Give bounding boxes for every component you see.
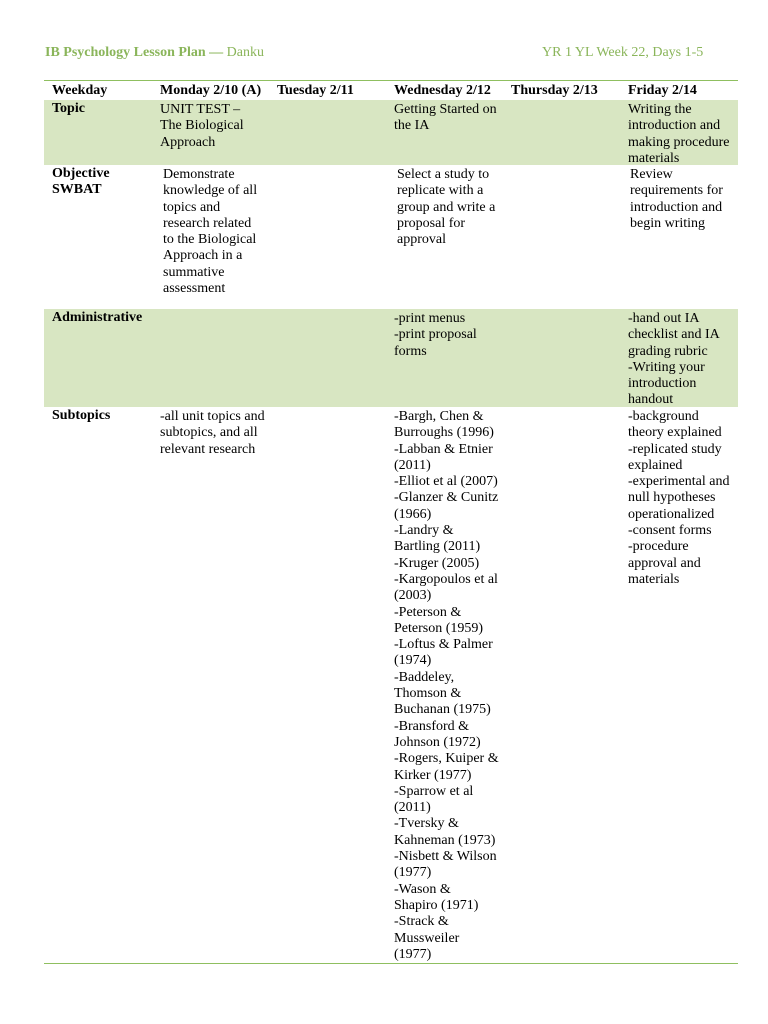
cell-text-line: Demonstrate (163, 167, 235, 182)
cell-text-line: Topic (52, 101, 85, 116)
column-header: Monday 2/10 (A) (160, 83, 262, 98)
cell-text-line: introduction (628, 376, 697, 392)
cell-text-line: -Strack & (394, 914, 449, 930)
cell-text-line: subtopics, and all (160, 425, 258, 441)
cell-text-line: requirements for (630, 183, 723, 199)
cell-text-line: -print proposal (394, 327, 477, 343)
cell-text-line: materials (628, 150, 680, 166)
cell-text-line: -Rogers, Kuiper & (394, 751, 499, 767)
table-row (44, 309, 738, 407)
cell-text-line: explained (628, 457, 683, 473)
cell-text-line: Select a study to (397, 167, 490, 182)
friday-cell (628, 102, 736, 167)
cell-text-line: -all unit topics and (160, 409, 265, 424)
cell-text-line: -print menus (394, 311, 466, 326)
cell-text-line: introduction and (628, 118, 721, 134)
cell-text-line: the IA (394, 118, 430, 134)
cell-text-line: -hand out IA (628, 311, 700, 326)
cell-text-line: -Loftus & Palmer (394, 637, 493, 653)
column-header: Thursday 2/13 (511, 83, 598, 98)
row-label-cell (52, 166, 152, 199)
cell-text-line: Burroughs (1996) (394, 425, 494, 441)
cell-text-line: Peterson (1959) (394, 620, 484, 636)
table-bottom-rule (44, 963, 738, 964)
cell-text-line: -Wason & (394, 881, 451, 897)
cell-text-line: Approach (160, 134, 216, 150)
monday-cell (160, 409, 272, 458)
cell-text-line: making procedure (628, 134, 730, 150)
table-row (44, 165, 738, 309)
cell-text-line: Kirker (1977) (394, 767, 472, 783)
cell-text-line: handout (628, 392, 674, 408)
wednesday-cell (397, 167, 509, 248)
cell-text-line: (1966) (394, 506, 432, 522)
cell-text-line: assessment (163, 281, 226, 297)
table-row (44, 407, 738, 962)
cell-text-line: Approach in a (163, 248, 243, 264)
cell-text-line: to the Biological (163, 232, 257, 248)
row-label-cell (52, 101, 152, 117)
cell-text-line: UNIT TEST – (160, 102, 241, 117)
cell-text-line: Buchanan (1975) (394, 702, 491, 718)
cell-text-line: replicate with a (397, 183, 484, 199)
cell-text-line: Bartling (2011) (394, 539, 481, 555)
lesson-plan-table (44, 80, 738, 962)
cell-text-line: -Bransford & (394, 718, 470, 734)
cell-text-line: -Tversky & (394, 816, 459, 832)
cell-text-line: Kahneman (1973) (394, 832, 496, 848)
cell-text-line: Administrative (52, 310, 143, 325)
wednesday-cell (394, 311, 506, 360)
cell-text-line: introduction and (630, 199, 723, 215)
cell-text-line: Shapiro (1971) (394, 897, 479, 913)
table-row (44, 100, 738, 165)
cell-text-line: begin writing (630, 215, 706, 231)
cell-text-line: -Kargopoulos et al (394, 571, 498, 587)
friday-cell (628, 311, 736, 409)
cell-text-line: (2003) (394, 588, 432, 604)
cell-text-line: -Landry & (394, 523, 454, 539)
cell-text-line: -Writing your (628, 359, 705, 375)
cell-text-line: (1974) (394, 653, 432, 669)
teacher-name: Danku (226, 45, 264, 60)
column-header: Tuesday 2/11 (277, 83, 354, 98)
cell-text-line: approval (397, 232, 446, 248)
cell-text-line: -Nisbett & Wilson (394, 849, 497, 865)
cell-text-line: (2011) (394, 457, 431, 473)
cell-text-line: grading rubric (628, 343, 708, 359)
column-header: Weekday (52, 83, 108, 98)
cell-text-line: approval and (628, 555, 701, 571)
friday-cell (630, 167, 738, 232)
table-header-row (44, 82, 738, 100)
cell-text-line: topics and (163, 199, 221, 215)
row-label-cell (52, 310, 152, 326)
cell-text-line: theory explained (628, 425, 722, 441)
cell-text-line: -Bargh, Chen & (394, 409, 484, 424)
cell-text-line: -experimental and (628, 474, 730, 490)
cell-text-line: Thomson & (394, 686, 462, 702)
cell-text-line: checklist and IA (628, 327, 720, 343)
column-header: Wednesday 2/12 (394, 83, 491, 98)
cell-text-line: -consent forms (628, 523, 712, 539)
cell-text-line: The Biological (160, 118, 244, 134)
cell-text-line: Subtopics (52, 408, 111, 423)
cell-text-line: relevant research (160, 441, 256, 457)
week-info: YR 1 YL Week 22, Days 1-5 (542, 45, 704, 60)
cell-text-line: (2011) (394, 800, 431, 816)
cell-text-line: group and write a (397, 199, 496, 215)
cell-text-line: forms (394, 343, 427, 359)
cell-text-line: research related (163, 215, 252, 231)
wednesday-cell (394, 102, 506, 135)
cell-text-line: Writing the (628, 102, 692, 117)
cell-text-line: Mussweiler (394, 930, 460, 946)
table-top-rule (44, 80, 738, 81)
cell-text-line: -Sparrow et al (394, 783, 474, 799)
cell-text-line: -Elliot et al (2007) (394, 474, 498, 490)
cell-text-line: -Peterson & (394, 604, 462, 620)
page-header (45, 45, 738, 61)
monday-cell (160, 102, 272, 151)
cell-text-line: -Baddeley, (394, 669, 455, 685)
cell-text-line: Johnson (1972) (394, 734, 481, 750)
cell-text-line: proposal for (397, 215, 466, 231)
cell-text-line: -Glanzer & Cunitz (394, 490, 499, 506)
cell-text-line: null hypotheses (628, 490, 716, 506)
cell-text-line: materials (628, 571, 680, 587)
cell-text-line: summative (163, 264, 225, 280)
cell-text-line: -background (628, 409, 699, 424)
cell-text-line: -Labban & Etnier (394, 441, 493, 457)
cell-text-line: Getting Started on (394, 102, 497, 117)
cell-text-line: knowledge of all (163, 183, 258, 199)
document-title: IB Psychology Lesson Plan — (45, 45, 224, 60)
cell-text-line: -replicated study (628, 441, 722, 457)
cell-text-line: Review (630, 167, 673, 182)
cell-text-line: -procedure (628, 539, 689, 555)
cell-text-line: (1977) (394, 946, 432, 962)
cell-text-line: operationalized (628, 506, 715, 522)
column-header: Friday 2/14 (628, 83, 697, 98)
monday-cell (163, 167, 275, 297)
friday-cell (628, 409, 736, 588)
cell-text-line: SWBAT (52, 182, 102, 198)
cell-text-line: (1977) (394, 865, 432, 881)
wednesday-cell (394, 409, 506, 963)
cell-text-line: Objective (52, 166, 110, 181)
cell-text-line: -Kruger (2005) (394, 555, 480, 571)
row-label-cell (52, 408, 152, 424)
